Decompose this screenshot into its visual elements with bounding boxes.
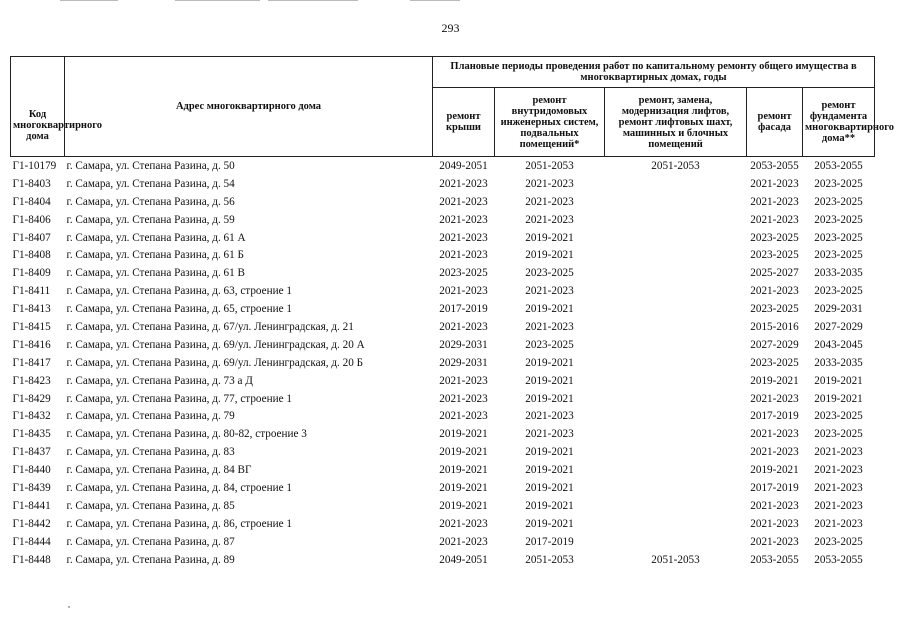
scan-artifact-line — [175, 0, 260, 1]
cell-address: г. Самара, ул. Степана Разина, д. 73 а Д — [66, 374, 253, 387]
cell-facade: 2017-2019 — [750, 410, 799, 423]
cell-roof: 2029-2031 — [439, 338, 488, 351]
cell-elevators — [605, 193, 747, 211]
table-row — [11, 407, 875, 425]
cell-elevators — [605, 282, 747, 300]
cell-elevators — [605, 479, 747, 497]
cell-elevators — [605, 300, 747, 318]
table-row — [11, 246, 875, 264]
cell-foundation: 2053-2055 — [814, 553, 863, 566]
cell-facade: 2017-2019 — [750, 481, 799, 494]
cell-address: г. Самара, ул. Степана Разина, д. 63, строение 1 — [66, 285, 292, 298]
cell-systems: 2021-2023 — [525, 428, 574, 441]
cell-address: г. Самара, ул. Степана Разина, д. 61 Б — [66, 249, 244, 262]
header-period-group: Плановые периоды проведения работ по капитальному ремонту общего имущества в многоквартирных домах, годы — [433, 57, 875, 88]
table-row — [11, 211, 875, 229]
cell-elevators — [605, 515, 747, 533]
cell-code: Г1-8439 — [12, 481, 51, 494]
cell-foundation: 2033-2035 — [814, 356, 863, 369]
cell-roof: 2019-2021 — [439, 464, 488, 477]
cell-address: г. Самара, ул. Степана Разина, д. 89 — [66, 553, 235, 566]
table-row — [11, 336, 875, 354]
cell-address: г. Самара, ул. Степана Разина, д. 54 — [66, 177, 235, 190]
cell-elevators: 2051-2053 — [651, 553, 700, 566]
cell-elevators — [605, 229, 747, 247]
table-row — [11, 425, 875, 443]
table-row — [11, 300, 875, 318]
cell-address: г. Самара, ул. Степана Разина, д. 59 — [66, 213, 235, 226]
cell-systems: 2019-2021 — [525, 249, 574, 262]
cell-foundation: 2023-2025 — [814, 535, 863, 548]
cell-address: г. Самара, ул. Степана Разина, д. 77, строение 1 — [66, 392, 292, 405]
cell-code: Г1-8404 — [12, 195, 51, 208]
cell-foundation: 2023-2025 — [814, 410, 863, 423]
cell-systems: 2019-2021 — [525, 499, 574, 512]
cell-facade: 2021-2023 — [750, 499, 799, 512]
cell-address: г. Самара, ул. Степана Разина, д. 61 В — [66, 267, 245, 280]
cell-code: Г1-8441 — [12, 499, 51, 512]
cell-facade: 2053-2055 — [750, 553, 799, 566]
cell-elevators — [605, 497, 747, 515]
table-row — [11, 282, 875, 300]
cell-foundation: 2023-2025 — [814, 249, 863, 262]
cell-systems: 2019-2021 — [525, 303, 574, 316]
cell-elevators: 2051-2053 — [605, 157, 747, 175]
cell-foundation: 2029-2031 — [814, 303, 863, 316]
cell-roof: 2017-2019 — [439, 303, 488, 316]
cell-systems: 2021-2023 — [525, 285, 574, 298]
table-row — [11, 443, 875, 461]
table-row — [11, 533, 875, 551]
cell-systems: 2019-2021 — [525, 446, 574, 459]
cell-elevators — [605, 175, 747, 193]
scan-artifact-line — [60, 0, 118, 1]
cell-systems: 2021-2023 — [525, 410, 574, 423]
cell-systems: 2019-2021 — [525, 392, 574, 405]
cell-systems: 2021-2023 — [525, 195, 574, 208]
cell-code: Г1-8409 — [12, 267, 51, 280]
cell-facade: 2019-2021 — [750, 464, 799, 477]
cell-systems: 2019-2021 — [525, 231, 574, 244]
cell-roof: 2021-2023 — [439, 410, 488, 423]
cell-address: г. Самара, ул. Степана Разина, д. 61 А — [66, 231, 246, 244]
cell-address: г. Самара, ул. Степана Разина, д. 80-82, строение 3 — [66, 428, 307, 441]
scan-artifact-line — [268, 0, 358, 1]
cell-facade: 2015-2016 — [750, 320, 799, 333]
cell-elevators — [605, 372, 747, 390]
cell-address: г. Самара, ул. Степана Разина, д. 50 — [65, 157, 433, 175]
scan-speck — [68, 606, 70, 608]
cell-roof: 2019-2021 — [439, 481, 488, 494]
cell-code: Г1-8440 — [12, 464, 51, 477]
header-elevators: ремонт, замена, модернизация лифтов, ремонт лифтовых шахт, машинных и блочных помещений — [605, 88, 747, 157]
cell-facade: 2021-2023 — [750, 213, 799, 226]
cell-systems: 2019-2021 — [525, 481, 574, 494]
cell-elevators — [605, 443, 747, 461]
cell-roof: 2021-2023 — [439, 177, 488, 190]
cell-code: Г1-8408 — [12, 249, 51, 262]
table-row — [11, 157, 875, 175]
cell-foundation: 2021-2023 — [814, 517, 863, 530]
cell-code: Г1-8416 — [12, 338, 51, 351]
cell-code: Г1-8435 — [12, 428, 51, 441]
cell-code: Г1-8407 — [12, 231, 51, 244]
cell-address: г. Самара, ул. Степана Разина, д. 87 — [66, 535, 235, 548]
cell-address: г. Самара, ул. Степана Разина, д. 69/ул. Ленинградская, д. 20 А — [66, 338, 365, 351]
cell-systems: 2019-2021 — [525, 464, 574, 477]
cell-address: г. Самара, ул. Степана Разина, д. 69/ул. Ленинградская, д. 20 Б — [66, 356, 364, 369]
cell-code: Г1-8415 — [12, 320, 51, 333]
cell-elevators — [605, 246, 747, 264]
cell-elevators — [605, 354, 747, 372]
table-row — [11, 264, 875, 282]
cell-foundation: 2023-2025 — [814, 285, 863, 298]
cell-facade: 2021-2023 — [750, 446, 799, 459]
cell-facade: 2021-2023 — [750, 177, 799, 190]
header-roof: ремонт крыши — [433, 88, 495, 157]
cell-roof: 2019-2021 — [439, 446, 488, 459]
table-row — [11, 354, 875, 372]
cell-address: г. Самара, ул. Степана Разина, д. 79 — [66, 410, 235, 423]
cell-address: г. Самара, ул. Степана Разина, д. 84, строение 1 — [66, 481, 292, 494]
cell-facade: 2023-2025 — [750, 356, 799, 369]
cell-foundation: 2033-2035 — [814, 267, 863, 280]
cell-code: Г1-8448 — [12, 553, 51, 566]
cell-facade: 2019-2021 — [750, 374, 799, 387]
cell-systems: 2017-2019 — [525, 535, 574, 548]
cell-code: Г1-8417 — [12, 356, 51, 369]
cell-elevators — [605, 425, 747, 443]
cell-code: Г1-8403 — [12, 177, 51, 190]
cell-address: г. Самара, ул. Степана Разина, д. 56 — [66, 195, 235, 208]
header-systems: ремонт внутридомовых инженерных систем, подвальных помещений* — [495, 88, 605, 157]
cell-facade: 2027-2029 — [750, 338, 799, 351]
header-address: Адрес многоквартирного дома — [65, 57, 433, 157]
cell-elevators — [605, 318, 747, 336]
cell-code: Г1-10179 — [11, 157, 65, 175]
cell-facade: 2021-2023 — [750, 195, 799, 208]
cell-roof: 2049-2051 — [433, 157, 495, 175]
cell-foundation: 2019-2021 — [814, 374, 863, 387]
cell-foundation: 2021-2023 — [814, 446, 863, 459]
cell-facade: 2023-2025 — [750, 249, 799, 262]
cell-systems: 2021-2023 — [525, 177, 574, 190]
cell-elevators — [605, 461, 747, 479]
cell-facade: 2025-2027 — [750, 267, 799, 280]
cell-systems: 2019-2021 — [525, 517, 574, 530]
cell-roof: 2019-2021 — [439, 499, 488, 512]
cell-roof: 2021-2023 — [439, 535, 488, 548]
cell-code: Г1-8406 — [12, 213, 51, 226]
cell-foundation: 2043-2045 — [814, 338, 863, 351]
table-row — [11, 175, 875, 193]
capital-repair-table — [10, 56, 894, 568]
cell-code: Г1-8432 — [12, 410, 51, 423]
cell-facade: 2021-2023 — [750, 535, 799, 548]
table-row — [11, 372, 875, 390]
cell-foundation: 2021-2023 — [814, 481, 863, 494]
cell-foundation: 2027-2029 — [814, 320, 863, 333]
cell-roof: 2023-2025 — [439, 267, 488, 280]
cell-systems: 2051-2053 — [495, 157, 605, 175]
cell-roof: 2021-2023 — [439, 374, 488, 387]
cell-systems: 2019-2021 — [525, 374, 574, 387]
cell-facade: 2021-2023 — [750, 285, 799, 298]
cell-address: г. Самара, ул. Степана Разина, д. 65, строение 1 — [66, 303, 292, 316]
cell-roof: 2021-2023 — [439, 249, 488, 262]
cell-address: г. Самара, ул. Степана Разина, д. 85 — [66, 499, 235, 512]
cell-roof: 2021-2023 — [439, 517, 488, 530]
cell-foundation: 2021-2023 — [814, 499, 863, 512]
cell-foundation: 2019-2021 — [814, 392, 863, 405]
cell-elevators — [605, 211, 747, 229]
header-foundation: ремонт фундамента многоквартирного дома** — [803, 88, 875, 157]
cell-systems: 2019-2021 — [525, 356, 574, 369]
cell-systems: 2023-2025 — [525, 267, 574, 280]
cell-elevators — [605, 336, 747, 354]
table-body — [11, 157, 875, 569]
cell-code: Г1-8423 — [12, 374, 51, 387]
cell-code: Г1-8413 — [12, 303, 51, 316]
table-row — [11, 193, 875, 211]
cell-code: Г1-8444 — [12, 535, 51, 548]
cell-foundation: 2023-2025 — [814, 428, 863, 441]
cell-facade: 2021-2023 — [750, 428, 799, 441]
cell-systems: 2021-2023 — [525, 320, 574, 333]
cell-elevators — [605, 264, 747, 282]
table-row — [11, 390, 875, 408]
cell-address: г. Самара, ул. Степана Разина, д. 67/ул. Ленинградская, д. 21 — [66, 320, 354, 333]
cell-elevators — [605, 407, 747, 425]
cell-code: Г1-8437 — [12, 446, 51, 459]
cell-elevators — [605, 390, 747, 408]
cell-foundation: 2023-2025 — [814, 231, 863, 244]
cell-facade: 2023-2025 — [750, 231, 799, 244]
table-row — [11, 497, 875, 515]
table-row — [11, 318, 875, 336]
table-row — [11, 515, 875, 533]
cell-foundation: 2023-2025 — [814, 195, 863, 208]
cell-code: Г1-8411 — [12, 285, 51, 298]
cell-roof: 2021-2023 — [439, 285, 488, 298]
cell-systems: 2051-2053 — [525, 553, 574, 566]
cell-roof: 2019-2021 — [439, 428, 488, 441]
cell-roof: 2021-2023 — [439, 213, 488, 226]
cell-foundation: 2053-2055 — [803, 157, 875, 175]
cell-address: г. Самара, ул. Степана Разина, д. 86, строение 1 — [66, 517, 292, 530]
table-row — [11, 479, 875, 497]
cell-roof: 2021-2023 — [439, 231, 488, 244]
cell-foundation: 2021-2023 — [814, 464, 863, 477]
cell-foundation: 2023-2025 — [814, 213, 863, 226]
cell-foundation: 2023-2025 — [814, 177, 863, 190]
page-number: 293 — [441, 21, 460, 35]
cell-systems: 2023-2025 — [525, 338, 574, 351]
cell-facade: 2023-2025 — [750, 303, 799, 316]
header-code: Код многоквартирного дома — [11, 57, 65, 157]
cell-facade: 2021-2023 — [750, 517, 799, 530]
cell-code: Г1-8442 — [12, 517, 51, 530]
cell-address: г. Самара, ул. Степана Разина, д. 83 — [66, 446, 235, 459]
cell-roof: 2021-2023 — [439, 320, 488, 333]
cell-code: Г1-8429 — [12, 392, 51, 405]
cell-roof: 2049-2051 — [439, 553, 488, 566]
scan-artifact-line — [410, 0, 460, 1]
cell-facade: 2053-2055 — [747, 157, 803, 175]
cell-elevators — [605, 533, 747, 551]
cell-systems: 2021-2023 — [525, 213, 574, 226]
cell-roof: 2021-2023 — [439, 392, 488, 405]
cell-roof: 2029-2031 — [439, 356, 488, 369]
header-facade: ремонт фасада — [747, 88, 803, 157]
cell-facade: 2021-2023 — [750, 392, 799, 405]
cell-roof: 2021-2023 — [439, 195, 488, 208]
table-row — [11, 551, 875, 569]
cell-address: г. Самара, ул. Степана Разина, д. 84 ВГ — [66, 464, 252, 477]
table-row — [11, 229, 875, 247]
table-row — [11, 461, 875, 479]
